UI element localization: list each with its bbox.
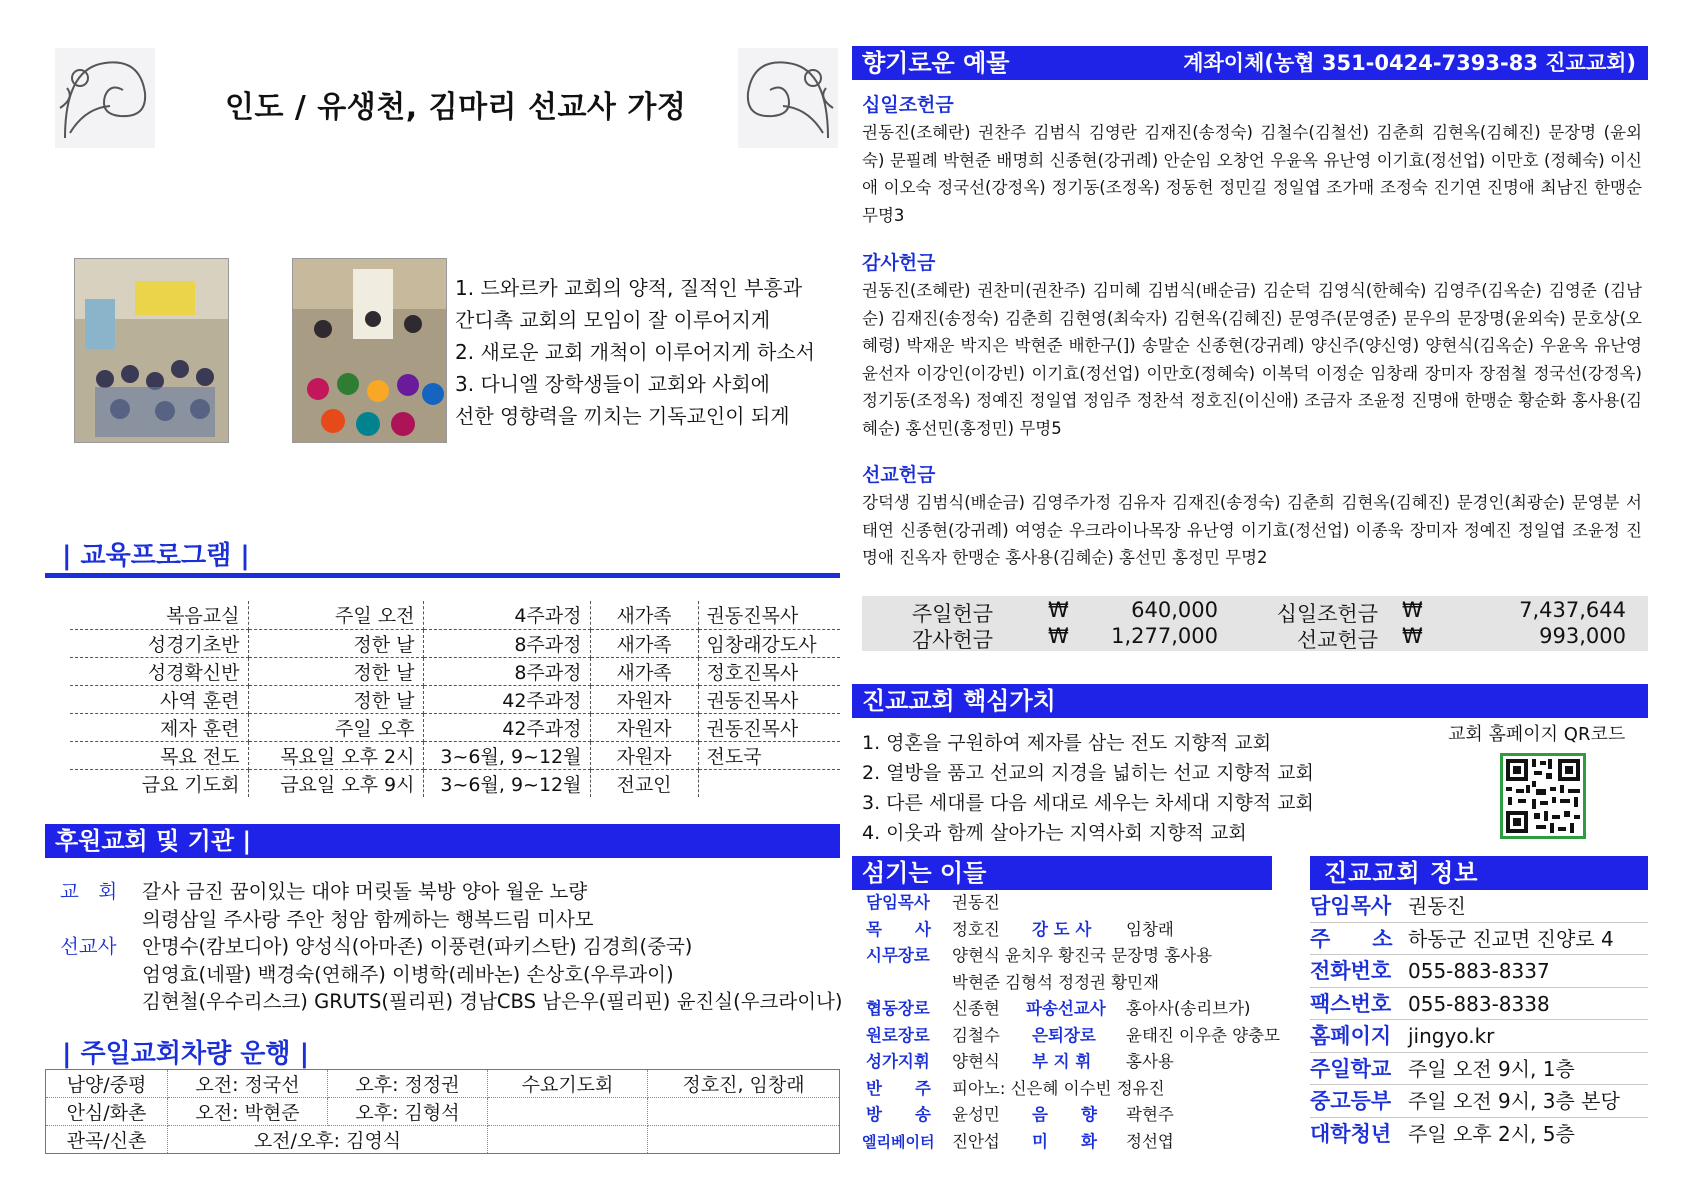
staff-member: 윤태진 이우춘 양충모 <box>1126 1025 1280 1045</box>
table-row <box>46 1070 840 1098</box>
info-value: 055-883-8338 <box>1408 991 1550 1016</box>
info-key: 홈페이지 <box>1310 1024 1392 1048</box>
mission-photo-2 <box>292 258 447 443</box>
prayer-line: 3. 다니엘 장학생들이 교회와 사회에 <box>455 372 770 396</box>
core-value-item: 2. 열방을 품고 선교의 지경을 넓히는 선교 지향적 교회 <box>862 762 1314 784</box>
total-amount: 993,000 <box>1539 624 1626 648</box>
support-line: 의령삼일 주사랑 주안 청암 함께하는 행복드림 미사모 <box>142 907 594 931</box>
staff-role: 음 향 <box>1032 1105 1097 1124</box>
edu-cell: 3~6월, 9~12월 <box>423 769 590 797</box>
core-values-list <box>862 728 1314 848</box>
edu-cell: 정한 날 <box>248 629 423 657</box>
staff-member: 정선엽 <box>1126 1131 1174 1151</box>
staff-member: 피아노: 신은혜 이수빈 정유진 <box>952 1078 1165 1098</box>
staff-role: 목 사 <box>866 919 931 939</box>
account-info: 계좌이체(농협 351-0424-7393-83 진교교회) <box>1183 51 1636 75</box>
edu-cell: 8주과정 <box>423 657 590 685</box>
vehicle-cell <box>488 1126 648 1154</box>
edu-cell: 금요 기도회 <box>70 769 248 797</box>
edu-cell: 목요일 오후 2시 <box>248 741 423 769</box>
qr-code-icon[interactable] <box>1500 753 1586 839</box>
total-amount: 1,277,000 <box>1111 624 1218 648</box>
staff-role: 성가지휘 <box>866 1052 930 1071</box>
vehicle-cell: 관곡/신촌 <box>46 1126 168 1154</box>
education-title: | 교육프로그램 | <box>62 541 250 571</box>
staff-member: 신종현 <box>952 999 1000 1018</box>
vehicle-table <box>45 1069 840 1154</box>
staff-role: 파송선교사 <box>1026 999 1106 1018</box>
staff-role: 시무장로 <box>866 946 930 965</box>
support-missionary-label: 선교사 <box>60 935 117 958</box>
info-key: 중고등부 <box>1310 1089 1392 1113</box>
info-row <box>1310 1085 1648 1118</box>
info-value: 주일 오전 9시, 1층 <box>1408 1056 1575 1081</box>
edu-cell <box>698 769 840 797</box>
info-key: 대학청년 <box>1310 1121 1392 1146</box>
prayer-list <box>455 272 815 432</box>
edu-cell: 새가족 <box>590 601 698 629</box>
total-currency: ₩ <box>1402 624 1423 648</box>
staff-member: 곽현주 <box>1126 1105 1174 1124</box>
left-ornament-icon <box>55 48 155 148</box>
vehicle-cell: 정호진, 임창래 <box>648 1070 840 1098</box>
support-line: 안명수(캄보디아) 양성식(아마존) 이풍련(파키스탄) 김경희(중국) <box>142 935 693 958</box>
vehicle-cell <box>648 1126 840 1154</box>
total-label: 주일헌금 <box>911 602 993 626</box>
edu-cell: 자원자 <box>590 713 698 741</box>
offering-thanks <box>862 248 1642 442</box>
offering-names: 강덕생 김범식(배순금) 김영주가정 김유자 김재진(송정숙) 김춘희 김현옥(김혜진) 문경인(최광순) 문영분 서태연 신종현(강귀례) 여영순 우크라이나목장 유난영 이기효(정선업) 이종욱 장미자 정예진 정일엽 조윤정 진명애 진옥자 한맹순 홍사용(김혜순) 홍선민 홍정민 무명2 <box>862 493 1642 567</box>
staff-role: 엘리베이터 <box>862 1132 935 1151</box>
staff-member: 홍아사(송리브가) <box>1126 999 1251 1018</box>
info-key: 주 소 <box>1310 926 1393 951</box>
staff-role: 담임목사 <box>866 893 930 912</box>
edu-cell: 새가족 <box>590 657 698 685</box>
table-row <box>70 629 840 657</box>
staff-role: 미 화 <box>1032 1131 1097 1151</box>
info-key: 주일학교 <box>1310 1056 1392 1081</box>
church-info-title: 진교교회 정보 <box>1310 856 1648 890</box>
vehicle-cell: 오후: 정정권 <box>328 1070 488 1098</box>
vehicle-cell: 남양/중평 <box>46 1070 168 1098</box>
support-church-label: 교 회 <box>60 880 118 903</box>
vehicle-cell: 오후: 김형석 <box>328 1098 488 1126</box>
info-row <box>1310 1118 1648 1151</box>
prayer-line: 선한 영향력을 끼치는 기독교인이 되게 <box>455 404 790 428</box>
mission-photo-1 <box>74 258 229 443</box>
staff-role: 은퇴장로 <box>1032 1025 1096 1045</box>
offering-totals <box>862 596 1648 651</box>
total-label: 십일조헌금 <box>1276 602 1378 626</box>
vehicle-cell: 오전: 정국선 <box>168 1070 328 1098</box>
edu-cell: 3~6월, 9~12월 <box>423 741 590 769</box>
edu-cell: 정호진목사 <box>698 657 840 685</box>
table-row <box>70 769 840 797</box>
info-row <box>1310 955 1648 988</box>
edu-cell: 전도국 <box>698 741 840 769</box>
edu-cell: 정한 날 <box>248 685 423 713</box>
total-label: 선교헌금 <box>1296 628 1378 652</box>
staff-role: 협동장로 <box>866 999 930 1018</box>
total-currency: ₩ <box>1048 598 1069 622</box>
edu-cell: 임창래강도사 <box>698 629 840 657</box>
info-key: 팩스번호 <box>1310 991 1392 1016</box>
edu-cell: 제자 훈련 <box>70 713 248 741</box>
staff-member: 김철수 <box>952 1025 1000 1045</box>
info-row <box>1310 988 1648 1021</box>
vehicle-title: | 주일교회차량 운행 | <box>62 1039 310 1069</box>
info-key: 전화번호 <box>1310 959 1392 983</box>
info-value: 055-883-8337 <box>1408 959 1550 983</box>
education-rule <box>45 573 840 578</box>
edu-cell: 성경기초반 <box>70 629 248 657</box>
info-value: 주일 오전 9시, 3층 본당 <box>1408 1089 1620 1113</box>
edu-cell: 새가족 <box>590 629 698 657</box>
offerings-title: 향기로운 예물 <box>862 49 1010 77</box>
edu-cell: 42주과정 <box>423 685 590 713</box>
vehicle-cell <box>488 1098 648 1126</box>
total-currency: ₩ <box>1402 598 1423 622</box>
edu-cell: 42주과정 <box>423 713 590 741</box>
support-line: 엄영효(네팔) 백경숙(연해주) 이병학(레바논) 손상호(우루과이) <box>142 962 674 986</box>
table-row <box>70 685 840 713</box>
edu-cell: 성경확신반 <box>70 657 248 685</box>
total-amount: 7,437,644 <box>1519 598 1626 622</box>
education-table <box>70 601 840 797</box>
staff-role: 강 도 사 <box>1032 919 1092 939</box>
info-row <box>1310 890 1648 923</box>
offering-mission <box>862 460 1642 572</box>
church-info-list <box>1310 890 1648 1150</box>
edu-cell: 권동진목사 <box>698 713 840 741</box>
offering-category-label: 십일조헌금 <box>862 94 954 116</box>
total-label: 감사헌금 <box>911 628 993 652</box>
vehicle-cell <box>648 1098 840 1126</box>
edu-cell: 주일 오전 <box>248 601 423 629</box>
vehicle-cell: 수요기도회 <box>488 1070 648 1098</box>
table-row <box>46 1098 840 1126</box>
qr-label: 교회 홈페이지 QR코드 <box>1448 724 1626 745</box>
staff-member: 진안섭 <box>952 1131 1000 1151</box>
edu-cell: 자원자 <box>590 685 698 713</box>
offerings-header <box>852 46 1648 80</box>
edu-cell: 4주과정 <box>423 601 590 629</box>
edu-cell: 정한 날 <box>248 657 423 685</box>
staff-title: 섬기는 이들 <box>852 856 1272 890</box>
prayer-line: 2. 새로운 교회 개척이 이루어지게 하소서 <box>455 340 815 364</box>
info-value: 하동군 진교면 진양로 4 <box>1408 926 1614 951</box>
right-ornament-icon <box>738 48 838 148</box>
table-row <box>46 1126 840 1154</box>
support-list <box>60 878 843 1016</box>
staff-role: 반 주 <box>866 1078 931 1098</box>
edu-cell: 사역 훈련 <box>70 685 248 713</box>
total-amount: 640,000 <box>1131 598 1218 622</box>
info-key: 담임목사 <box>1310 894 1392 918</box>
offering-category-label: 선교헌금 <box>862 464 936 486</box>
staff-role: 원로장로 <box>866 1025 930 1045</box>
staff-role: 부 지 휘 <box>1032 1052 1092 1071</box>
staff-member: 양현식 윤치우 황진국 문장명 홍사용 <box>952 946 1213 965</box>
table-row <box>70 713 840 741</box>
mission-title: 인도 / 유생천, 김마리 선교사 가정 <box>225 90 687 125</box>
info-row <box>1310 923 1648 956</box>
staff-member: 양현식 <box>952 1052 1000 1071</box>
info-row <box>1310 1020 1648 1053</box>
support-title: 후원교회 및 기관 | <box>45 824 840 858</box>
staff-member: 홍사용 <box>1126 1052 1174 1071</box>
core-values-title: 진교교회 핵심가치 <box>852 684 1648 718</box>
info-value: 주일 오후 2시, 5층 <box>1408 1121 1575 1146</box>
edu-cell: 목요 전도 <box>70 741 248 769</box>
homepage-link[interactable]: jingyo.kr <box>1408 1024 1495 1048</box>
staff-member: 권동진 <box>952 893 1000 912</box>
edu-cell: 전교인 <box>590 769 698 797</box>
vehicle-cell: 오전/오후: 김영식 <box>168 1126 488 1154</box>
prayer-line: 1. 드와르카 교회의 양적, 질적인 부흥과 <box>455 276 803 300</box>
offering-names: 권동진(조혜란) 권찬주 김범식 김영란 김재진(송정숙) 김철수(김철선) 김춘희 김현옥(김혜진) 문장명 (윤외숙) 문필례 박현준 배명희 신종현(강귀례) 안순임 오창언 우윤옥 유난영 이기효(정선업) 이만호 (정혜숙) 이신애 이오숙 정국선(강정옥) 정기동(조정옥) 정동헌 정민길 정일엽 조가매 조정숙 진기연 진명애 최남진 한맹순 무명3 <box>862 123 1642 225</box>
staff-member: 임창래 <box>1126 919 1174 939</box>
support-line: 김현철(우수리스크) GRUTS(필리핀) 경남CBS 남은우(필리핀) 윤진실(우크라이나) <box>142 990 843 1013</box>
info-value: 권동진 <box>1408 894 1466 918</box>
offering-category-label: 감사헌금 <box>862 252 936 274</box>
info-row <box>1310 1053 1648 1086</box>
vehicle-cell: 안심/화촌 <box>46 1098 168 1126</box>
core-value-item: 4. 이웃과 함께 살아가는 지역사회 지향적 교회 <box>862 822 1247 844</box>
staff-member: 박현준 김형석 정정권 황민재 <box>952 972 1160 992</box>
offering-tithe <box>862 90 1642 229</box>
edu-cell: 복음교실 <box>70 601 248 629</box>
core-value-item: 1. 영혼을 구원하여 제자를 삼는 전도 지향적 교회 <box>862 732 1272 754</box>
table-row <box>70 601 840 629</box>
vehicle-cell: 오전: 박현준 <box>168 1098 328 1126</box>
offering-names: 권동진(조혜란) 권찬미(권찬주) 김미혜 김범식(배순금) 김순덕 김영식(한혜숙) 김영주(김옥순) 김영준 (김남순) 김재진(송정숙) 김춘희 김현영(최숙자) 김현옥(김혜진) 문영주(문영준) 문우의 문장명(윤외숙) 문호상(오혜령) 박재운 박지은 박현준 배한구(]) 송말순 신종현(강귀례) 양신주(양신영) 양현식(김옥순) 우윤옥 유난영 윤선자 이강인(이강빈) 이기효(정선업) 이만호(정혜숙) 이복덕 이정순 임창래 장미자 장점철 정국선(강정옥) 정기동(조정옥) 정예진 정일엽 정임주 정찬석 정호진(이신애) 조금자 조윤정 진명애 한맹순 황순화 홍사용(김혜순) 홍선민(홍정민) 무명5 <box>862 281 1642 438</box>
prayer-line: 간디촉 교회의 모임이 잘 이루어지게 <box>455 308 771 332</box>
total-currency: ₩ <box>1048 624 1069 648</box>
table-row <box>70 741 840 769</box>
edu-cell: 주일 오후 <box>248 713 423 741</box>
support-line: 갈사 금진 꿈이있는 대야 머릿돌 북방 양아 월운 노량 <box>142 880 588 903</box>
edu-cell: 8주과정 <box>423 629 590 657</box>
core-value-item: 3. 다른 세대를 다음 세대로 세우는 차세대 지향적 교회 <box>862 792 1314 814</box>
edu-cell: 자원자 <box>590 741 698 769</box>
edu-cell: 권동진목사 <box>698 685 840 713</box>
staff-role: 방 송 <box>866 1105 931 1124</box>
table-row <box>70 657 840 685</box>
staff-member: 윤성민 <box>952 1105 1000 1124</box>
edu-cell: 권동진목사 <box>698 601 840 629</box>
edu-cell: 금요일 오후 9시 <box>248 769 423 797</box>
staff-member: 정호진 <box>952 919 1000 939</box>
